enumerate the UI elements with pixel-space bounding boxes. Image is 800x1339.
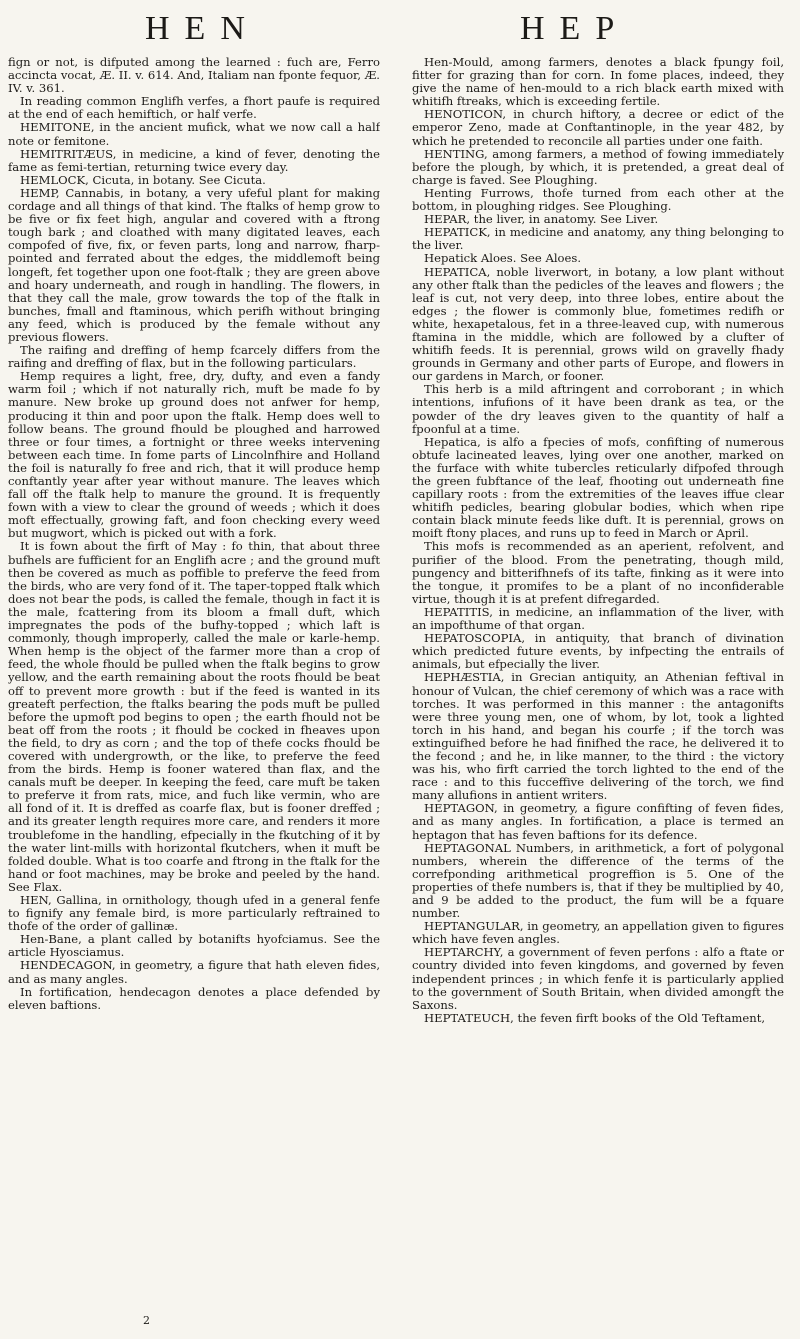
entry-hen: HEN, Gallina, in ornithology, though ufed in a general fenfe to fignify any female bird, is more particularly reftrained to thofe of the order of gallinæ. bbox=[8, 893, 380, 934]
entry-henoticon: HENOTICON, in church hiftory, a decree or edict of the emperor Zeno, made at Conftantinople, in the year 482, by which he pretended to reconcile all parties under one faith. bbox=[412, 107, 784, 148]
entry-paragraph: In reading common Englifh verfes, a fhort paufe is required at the end of each hemiftich, or half verfe. bbox=[8, 94, 380, 122]
entry-heptarchy: HEPTARCHY, a government of feven perfons : alfo a ftate or country divided into feven kingdoms, and governed by feven independent princes ; in which fenfe it is particularly applied to the government of South Britain, when divided amongft the Saxons. bbox=[412, 945, 784, 1012]
entry-henting: HENTING, among farmers, a method of fowing immediately before the plough, by which, it is pretended, a great deal of charge is faved. See Ploughing. bbox=[412, 146, 784, 187]
entry-heptateuch: HEPTATEUCH, the feven firft books of the Old Teftament, bbox=[424, 1010, 766, 1025]
entry-heptagonal-numbers: HEPTAGONAL Numbers, in arithmetick, a fort of polygonal numbers, wherein the difference of the terms of the correfponding arithmetical progreffion is 5. One of the properties of thefe numbers is, that if they be multiplied by 40, and 9 be added to the product, the fum will be a fquare number. bbox=[412, 840, 784, 921]
entry-paragraph: This mofs is recommended as an aperient, refolvent, and purifier of the blood. From the penetrating, though mild, pungency and bitterifhnefs of its tafte, finking as it were into the tongue, it promifes to be a plant of no inconfiderable virtue, though it is at prefent difregarded. bbox=[412, 539, 784, 606]
entry-hepatoscopia: HEPATOSCOPIA, in antiquity, that branch of divination which predicted future events, by infpecting the entrails of animals, but efpecially the liver. bbox=[412, 631, 784, 672]
entry-paragraph: The raifing and dreffing of hemp fcarcely differs from the raifing and dreffing of flax, but in the following particulars. bbox=[8, 343, 380, 371]
entry-hepatica: HEPATICA, noble liverwort, in botany, a low plant without any other ftalk than the pedicles of the leaves and flowers ; the leaf is cut, not very deep, into three lobes, entire about the edges ; the flower is commonly blue, fometimes redifh or white, hexapetalous, fet in a three-leaved cup, with numerous ftamina in the middle, which are followed by a clufter of whitifh feeds. It is perennial, grows wild on gravelly fhady grounds in Germany and other parts of Europe, and flowers in our gardens in March, or fooner. bbox=[412, 264, 784, 384]
left-column bbox=[8, 56, 380, 1326]
entry-heptangular: HEPTANGULAR, in geometry, an appellation given to figures which have feven angles. bbox=[412, 919, 784, 947]
signature-mark: 2 bbox=[143, 1314, 150, 1327]
entry-hephaestia: HEPHÆSTIA, in Grecian antiquity, an Athenian feftival in honour of Vulcan, the chief ceremony of which was a race with torches. It was performed in this manner : the antagonifts were three young men, one of whom, by lot, took a lighted torch in his hand, and began his courfe ; if the torch was extinguifhed before he had finifhed the race, he delivered it to the fecond ; and he, in like manner, to the third : the victory was his, who firft carried the torch lighted to the end of the race : and to this fucceffive delivering of the torch, we find many allufions in antient writers. bbox=[412, 670, 784, 803]
entry-paragraph: In fortification, hendecagon denotes a place defended by eleven baftions. bbox=[8, 984, 380, 1012]
entry-hepatick: HEPATICK, in medicine and anatomy, any thing belonging to the liver. bbox=[412, 225, 784, 253]
entry-henting-furrows: Henting Furrows, thofe turned from each other at the bottom, in ploughing ridges. See Ploughing. bbox=[412, 185, 784, 214]
entry-paragraph: It is fown about the firft of May : fo thin, that about three bufhels are fufficient for an Englifh acre ; and the ground muft then be covered as much as poffible to preferve the feed from the birds, who are very fond of it. The taper-topped ftalk which does not bear the pods, is called the female, though in fact it is the male, fcattering from its bloom a fmall duft, which impregnates the pods of the bufhy-topped ; which laft is commonly, though improperly, called the male or karle-hemp. When hemp is the object of the farmer more than a crop of feed, the whole fhould be pulled when the ftalk begins to grow yellow, and the earth remaining about the roots fhould be beat off to prevent more growth : but if the feed is wanted in its greateft perfection, the ftalks bearing the pods muft be pulled before the upmoft pod begins to open ; the earth fhould not be beat off from the roots ; it fhould be cocked in fheaves upon the field, to dry as corn ; and the top of thefe cocks fhould be covered with undergrowth, or the like, to preferve the feed from the birds. Hemp is fooner watered than flax, and the canals muft be deeper. In keeping the feed, care muft be taken to preferve it from rats, mice, and fuch like vermin, who are all fond of it. It is dreffed as coarfe flax, but is fooner dreffed ; and its greater length requires more care, and renders it more troublefome in the handling, efpecially in the fkutching of it by the water lint-mills with horizontal fkutchers, when it muft be folded double. What is too coarfe and ftrong in the ftalk for the hand or foot machines, may be broke and peeled by the hand. See Flax. bbox=[8, 539, 380, 894]
entry-hepatica-moss: Hepatica, is alfo a fpecies of mofs, confifting of numerous obtufe lacineated leaves, lying over one another, marked on the furface with white tubercles reticularly difpofed through the green fubftance of the leaf, fhooting out underneath fine capillary roots : from the extremities of the leaves iffue clear whitifh pedicles, bearing globular bodies, which when ripe contain black minute feeds like duft. It is perennial, grows on moift ftony places, and runs up to feed in March or April. bbox=[412, 434, 784, 541]
entry-hemitone: HEMITONE, in the ancient mufick, what we now call a half note or femitone. bbox=[8, 120, 380, 148]
entry-hemp: HEMP, Cannabis, in botany, a very ufeful plant for making cordage and all things of that kind. The ftalks of hemp grow to be five or fix feet high, angular and covered with a ftrong tough bark ; and cloathed with many digitated leaves, each compofed of five, fix, or feven parts, long and narrow, fharp-pointed and ferrated about the edges, the middlemoft being longeft, fet together upon one foot-ftalk ; they are green above and hoary underneath, and rough in handling. The flowers, in that they call the male, grow towards the top of the ftalk in bunches, fmall and ftaminous, which perifh without bringing any feed, which is produced by the female without any previous flowers. bbox=[8, 185, 380, 344]
entry-hemlock: HEMLOCK, Cicuta, in botany. See Cicuta. bbox=[20, 172, 266, 187]
entry-paragraph: fign or not, is difputed among the learned : fuch are, Ferro accincta vocat, Æ. II. v. 614. And, Italiam nan fponte fequor, Æ. IV. v. 361. bbox=[8, 56, 380, 96]
entry-hen-mould: Hen-Mould, among farmers, denotes a black fpungy foil, fitter for grazing than for corn. In fome places, indeed, they give the name of hen-mould to a rich black earth mixed with whitifh ftreaks, which is exceeding fertile. bbox=[412, 56, 784, 109]
header-right-word: HEP bbox=[520, 10, 630, 47]
entry-hemitritaeus: HEMITRITÆUS, in medicine, a kind of fever, denoting the fame as femi-tertian, returning twice every day. bbox=[8, 146, 380, 174]
right-column bbox=[412, 56, 784, 1326]
entry-heptagon: HEPTAGON, in geometry, a figure confifting of feven fides, and as many angles. In fortification, a place is termed an heptagon that has feven baftions for its defence. bbox=[412, 801, 784, 842]
entry-paragraph: Hemp requires a light, free, dry, dufty, and even a fandy warm foil ; which if not naturally rich, muft be made fo by manure. New broke up ground does not anfwer for hemp, producing it thin and poor upon the ftalk. Hemp does well to follow beans. The ground fhould be ploughed and harrowed three or four times, a fortnight or three weeks intervening between each time. In fome parts of Lincolnfhire and Holland the foil is naturally fo free and rich, that it will produce hemp conftantly year after year without manure. The leaves which fall off the ftalk help to manure the ground. It is frequently fown with a view to clear the ground of weeds ; which it does moft effectually, growing faft, and foon checking every weed but mugwort, which is picked out with a fork. bbox=[8, 369, 380, 541]
entry-paragraph: This herb is a mild aftringent and corroborant ; in which intentions, infufions of it have been drank as tea, or the powder of the dry leaves given to the quantity of half a fpoonful at a time. bbox=[412, 382, 784, 436]
entry-hepatitis: HEPATITIS, in medicine, an inflammation of the liver, with an impofthume of that organ. bbox=[412, 604, 784, 633]
running-header bbox=[0, 10, 800, 52]
header-left-word: HEN bbox=[145, 10, 260, 47]
entry-hendecagon: HENDECAGON, in geometry, a figure that hath eleven fides, and as many angles. bbox=[8, 958, 380, 986]
entry-hen-bane: Hen-Bane, a plant called by botanifts hyofciamus. See the article Hyosciamus. bbox=[8, 932, 380, 960]
entry-hepar: HEPAR, the liver, in anatomy. See Liver. bbox=[424, 212, 659, 227]
entry-hepatick-aloes: Hepatick Aloes. See Aloes. bbox=[424, 251, 582, 266]
